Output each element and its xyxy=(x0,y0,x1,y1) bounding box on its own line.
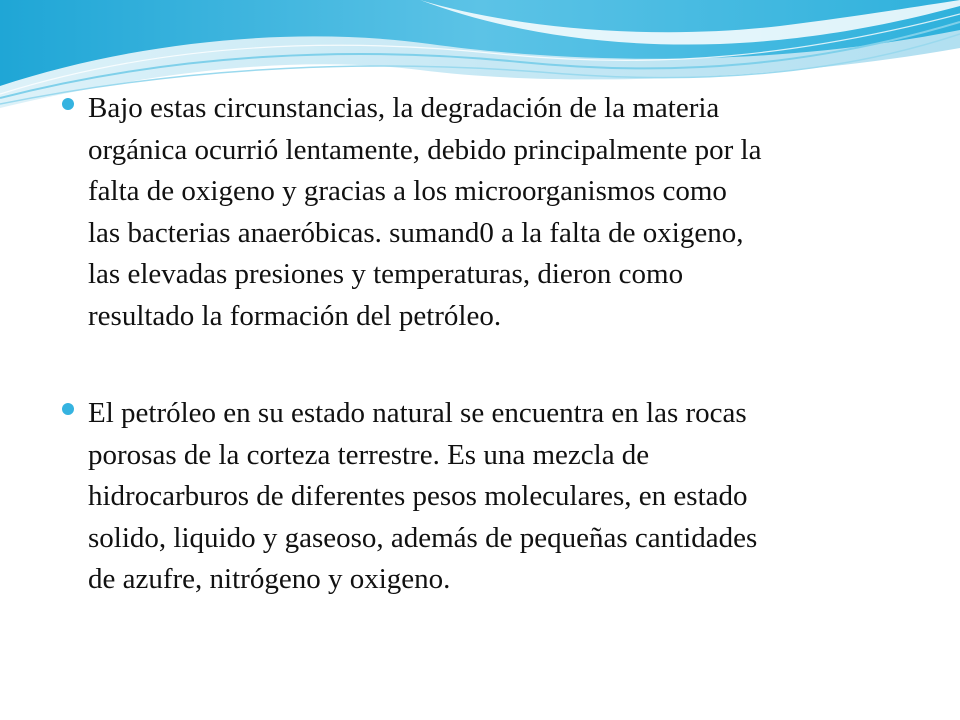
list-item xyxy=(60,393,920,601)
bullet-text: El petróleo en su estado natural se encuentra en las rocas porosas de la corteza terrestre. Es una mezcla de hidrocarburos de diferentes pesos moleculares, en estado solido, liquido y gaseoso, además de pequeñas cantidades de azufre, nitrógeno y oxigeno. xyxy=(88,397,758,595)
bullet-dot-icon xyxy=(62,403,74,415)
bullet-text: Bajo estas circunstancias, la degradación de la materia orgánica ocurrió lentamente, debido principalmente por la falta de oxigeno y gracias a los microorganismos como las bacterias anaeróbicas. sumand0 a la falta de oxigeno, las elevadas presiones y temperaturas, dieron como resultado la formación del petróleo. xyxy=(88,92,762,332)
bullet-list xyxy=(60,88,920,657)
bullet-dot-icon xyxy=(62,98,74,110)
list-item xyxy=(60,88,920,337)
